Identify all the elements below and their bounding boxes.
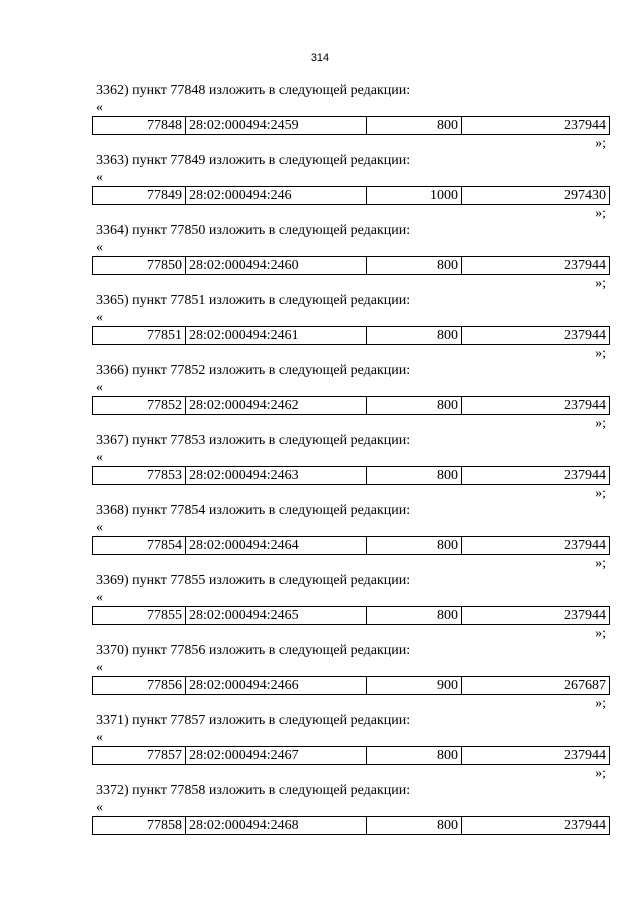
area-cell: 800 xyxy=(367,467,462,485)
item-number-cell: 77848 xyxy=(93,117,186,135)
table-row xyxy=(93,117,610,135)
value-cell: 297430 xyxy=(462,187,610,205)
area-cell: 800 xyxy=(367,257,462,275)
amendment-table xyxy=(92,256,610,275)
open-quote: « xyxy=(96,240,103,255)
open-quote: « xyxy=(96,450,103,465)
open-quote: « xyxy=(96,660,103,675)
close-quote: »; xyxy=(595,206,606,221)
amendment-entry xyxy=(92,222,610,292)
item-number-cell: 77855 xyxy=(93,607,186,625)
table-row xyxy=(93,817,610,835)
amendment-table xyxy=(92,746,610,765)
cadastral-number-cell: 28:02:000494:2468 xyxy=(186,817,367,835)
cadastral-number-cell: 28:02:000494:2466 xyxy=(186,677,367,695)
table-row xyxy=(93,397,610,415)
close-quote: »; xyxy=(595,136,606,151)
value-cell: 237944 xyxy=(462,817,610,835)
amendment-heading: 3364) пункт 77850 изложить в следующей редакции: xyxy=(96,223,411,238)
amendment-table xyxy=(92,536,610,555)
value-cell: 237944 xyxy=(462,747,610,765)
table-row xyxy=(93,257,610,275)
amendment-entry xyxy=(92,292,610,362)
area-cell: 800 xyxy=(367,747,462,765)
value-cell: 237944 xyxy=(462,117,610,135)
cadastral-number-cell: 28:02:000494:2464 xyxy=(186,537,367,555)
close-quote: »; xyxy=(595,276,606,291)
open-quote: « xyxy=(96,170,103,185)
cadastral-number-cell: 28:02:000494:2459 xyxy=(186,117,367,135)
table-row xyxy=(93,467,610,485)
page-number: 314 xyxy=(310,52,330,64)
table-row xyxy=(93,677,610,695)
value-cell: 237944 xyxy=(462,607,610,625)
table-row xyxy=(93,607,610,625)
open-quote: « xyxy=(96,380,103,395)
value-cell: 237944 xyxy=(462,257,610,275)
amendment-entry xyxy=(92,152,610,222)
document-body xyxy=(92,82,610,852)
value-cell: 237944 xyxy=(462,327,610,345)
area-cell: 800 xyxy=(367,117,462,135)
close-quote: »; xyxy=(595,556,606,571)
amendment-entry xyxy=(92,782,610,852)
amendment-heading: 3363) пункт 77849 изложить в следующей редакции: xyxy=(96,153,411,168)
amendment-table xyxy=(92,816,610,835)
amendment-heading: 3368) пункт 77854 изложить в следующей редакции: xyxy=(96,503,411,518)
close-quote: »; xyxy=(595,486,606,501)
open-quote: « xyxy=(96,730,103,745)
value-cell: 237944 xyxy=(462,537,610,555)
amendment-table xyxy=(92,326,610,345)
table-row xyxy=(93,327,610,345)
value-cell: 267687 xyxy=(462,677,610,695)
item-number-cell: 77854 xyxy=(93,537,186,555)
table-row xyxy=(93,187,610,205)
item-number-cell: 77849 xyxy=(93,187,186,205)
open-quote: « xyxy=(96,590,103,605)
table-row xyxy=(93,747,610,765)
area-cell: 800 xyxy=(367,537,462,555)
amendment-entry xyxy=(92,502,610,572)
value-cell: 237944 xyxy=(462,397,610,415)
amendment-heading: 3367) пункт 77853 изложить в следующей редакции: xyxy=(96,433,411,448)
amendment-table xyxy=(92,466,610,485)
cadastral-number-cell: 28:02:000494:2467 xyxy=(186,747,367,765)
area-cell: 800 xyxy=(367,397,462,415)
amendment-entry xyxy=(92,82,610,152)
close-quote: »; xyxy=(595,626,606,641)
amendment-entry xyxy=(92,712,610,782)
amendment-heading: 3370) пункт 77856 изложить в следующей редакции: xyxy=(96,643,411,658)
area-cell: 800 xyxy=(367,327,462,345)
amendment-table xyxy=(92,676,610,695)
close-quote: »; xyxy=(595,416,606,431)
amendment-entry xyxy=(92,432,610,502)
close-quote: »; xyxy=(595,766,606,781)
amendment-heading: 3362) пункт 77848 изложить в следующей редакции: xyxy=(96,83,411,98)
area-cell: 800 xyxy=(367,817,462,835)
amendment-table xyxy=(92,606,610,625)
cadastral-number-cell: 28:02:000494:2465 xyxy=(186,607,367,625)
amendment-entry xyxy=(92,572,610,642)
item-number-cell: 77853 xyxy=(93,467,186,485)
amendment-entry xyxy=(92,642,610,712)
close-quote: »; xyxy=(595,696,606,711)
amendment-entry xyxy=(92,362,610,432)
value-cell: 237944 xyxy=(462,467,610,485)
cadastral-number-cell: 28:02:000494:2460 xyxy=(186,257,367,275)
open-quote: « xyxy=(96,310,103,325)
item-number-cell: 77858 xyxy=(93,817,186,835)
area-cell: 900 xyxy=(367,677,462,695)
item-number-cell: 77857 xyxy=(93,747,186,765)
cadastral-number-cell: 28:02:000494:2461 xyxy=(186,327,367,345)
cadastral-number-cell: 28:02:000494:2462 xyxy=(186,397,367,415)
amendment-heading: 3369) пункт 77855 изложить в следующей редакции: xyxy=(96,573,411,588)
amendment-heading: 3365) пункт 77851 изложить в следующей редакции: xyxy=(96,293,411,308)
amendment-heading: 3372) пункт 77858 изложить в следующей редакции: xyxy=(96,783,411,798)
cadastral-number-cell: 28:02:000494:246 xyxy=(186,187,367,205)
item-number-cell: 77850 xyxy=(93,257,186,275)
open-quote: « xyxy=(96,800,103,815)
amendment-heading: 3371) пункт 77857 изложить в следующей редакции: xyxy=(96,713,411,728)
close-quote: »; xyxy=(595,346,606,361)
item-number-cell: 77852 xyxy=(93,397,186,415)
cadastral-number-cell: 28:02:000494:2463 xyxy=(186,467,367,485)
table-row xyxy=(93,537,610,555)
area-cell: 1000 xyxy=(367,187,462,205)
amendment-heading: 3366) пункт 77852 изложить в следующей редакции: xyxy=(96,363,411,378)
amendment-table xyxy=(92,396,610,415)
amendment-table xyxy=(92,116,610,135)
amendment-table xyxy=(92,186,610,205)
item-number-cell: 77851 xyxy=(93,327,186,345)
open-quote: « xyxy=(96,100,103,115)
area-cell: 800 xyxy=(367,607,462,625)
item-number-cell: 77856 xyxy=(93,677,186,695)
open-quote: « xyxy=(96,520,103,535)
